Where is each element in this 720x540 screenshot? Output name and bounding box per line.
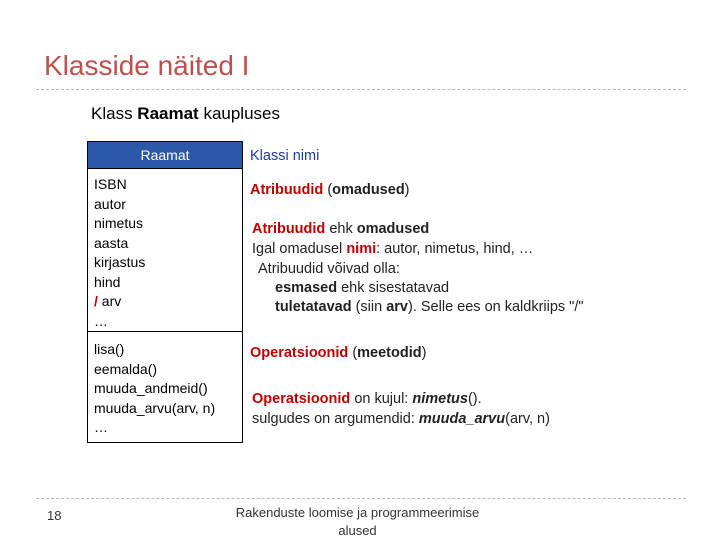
footer-line: alused [338, 523, 377, 538]
attr2-term: Atribuudid [252, 221, 326, 237]
footer-text [200, 504, 515, 540]
attribute-item: hind [94, 273, 121, 290]
note-class-name: Klassi nimi [250, 148, 320, 164]
header-divider [36, 89, 686, 90]
attr2-synonym: omadused [356, 221, 430, 237]
slide-subtitle [91, 104, 280, 124]
class-operations-box [87, 331, 243, 443]
ops-args-list: (arv, n) [505, 411, 550, 427]
attr-name-examples: : autor, nimetus, hind, … [376, 241, 534, 257]
ops-args-desc: sulgudes on argumendid: [252, 411, 419, 427]
attribute-item: aasta [94, 234, 129, 251]
attribute-item: ISBN [94, 176, 127, 192]
note-operations-heading [250, 345, 426, 361]
operation-item: muuda_arvu(arv, n) [94, 399, 216, 416]
note-operations-arguments [252, 411, 550, 427]
footer-divider [36, 498, 686, 499]
derived-attribute-item [94, 292, 242, 312]
attributes-ellipsis: … [94, 312, 108, 329]
operation-item: lisa() [94, 341, 125, 357]
ops-form-term: Operatsioonid [252, 391, 351, 407]
slide-number: 18 [47, 508, 62, 523]
ops-heading-paren-close: ) [421, 345, 427, 361]
attr-heading-term: Atribuudid [250, 182, 324, 198]
derived-term: tuletatavad [275, 299, 352, 315]
note-derived-attributes [275, 299, 584, 315]
ops-form-parens: (). [467, 391, 482, 407]
derived-slash: / [94, 293, 98, 309]
operation-item: eemalda() [94, 360, 158, 377]
subtitle-class-name: Raamat [137, 104, 199, 123]
note-basic-attributes [275, 280, 449, 296]
ops-heading-term: Operatsioonid [250, 345, 349, 361]
note-operations-form [252, 391, 482, 407]
attribute-item: nimetus [94, 215, 144, 231]
ops-heading-paren: ( [348, 345, 358, 361]
attr-heading-paren-close: ) [404, 182, 410, 198]
operation-item: muuda_andmeid() [94, 380, 208, 396]
attribute-item: kirjastus [94, 254, 146, 270]
footer-line: Rakenduste loomise ja programmeerimise [235, 505, 480, 520]
derived-attribute-name: arv [97, 293, 122, 309]
class-name-box: Raamat [87, 141, 243, 169]
attr-heading-synonym: omadused [332, 182, 405, 198]
subtitle-suffix: kaupluses [198, 104, 280, 123]
derived-desc-b: ). Selle ees on kaldkriips "/" [408, 299, 584, 315]
ops-form-desc: on kujul: [350, 391, 413, 407]
operations-ellipsis: … [94, 419, 108, 435]
ops-heading-synonym: meetodid [357, 345, 422, 361]
attr2-conj: ehk [325, 221, 357, 237]
derived-desc-a: (siin [351, 299, 387, 315]
subtitle-prefix: Klass [91, 104, 138, 123]
basic-desc: ehk sisestatavad [337, 280, 450, 296]
attr-name-prefix: Igal omadusel [252, 241, 347, 257]
class-attributes-box [87, 168, 243, 332]
ops-args-name: muuda_arvu [418, 411, 506, 427]
note-attribute-name [252, 241, 533, 257]
note-attribute-types: Atribuudid võivad olla: [258, 261, 400, 277]
note-attributes-heading [250, 182, 410, 198]
attr-heading-paren: ( [323, 182, 333, 198]
derived-example: arv [386, 299, 408, 315]
note-attributes-or-properties [252, 221, 429, 237]
ops-form-name: nimetus [412, 391, 468, 407]
slide-title: Klasside näited I [44, 50, 250, 81]
attr-name-term: nimi [346, 241, 377, 257]
basic-term: esmased [275, 280, 338, 296]
attribute-item: autor [94, 195, 126, 212]
